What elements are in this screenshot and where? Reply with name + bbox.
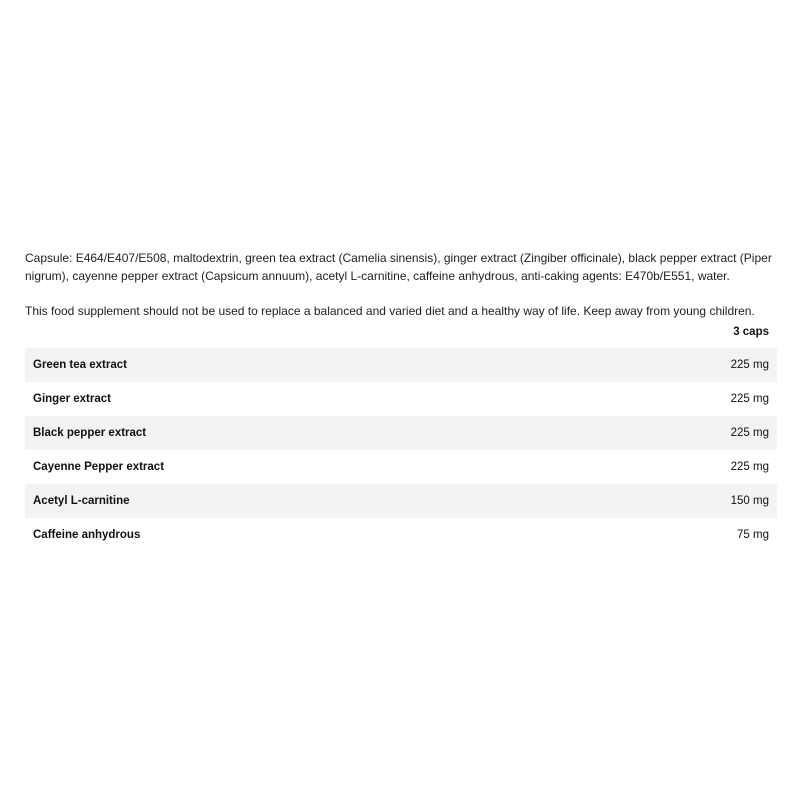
ingredients-paragraph: Capsule: E464/E407/E508, maltodextrin, green tea extract (Camelia sinensis), ginger extract (Zingiber officinale), black pepper extract (Piper nigrum), cayenne pepper extract (Capsicum annuum), acetyl L-carnitine, caffeine anhydrous, anti-caking agents: E470b/E551, water. <box>25 251 772 283</box>
ingredient-name: Black pepper extract <box>25 416 574 450</box>
table-row <box>25 382 777 416</box>
header-amount: 3 caps <box>733 326 769 338</box>
ingredient-amount: 225 mg <box>574 348 777 382</box>
table-row <box>25 348 777 382</box>
ingredient-amount: 150 mg <box>574 484 777 518</box>
ingredient-amount: 225 mg <box>730 461 769 473</box>
ingredient-amount: 75 mg <box>737 529 769 541</box>
ingredient-name: Cayenne Pepper extract <box>33 461 165 473</box>
ingredient-name: Caffeine anhydrous <box>33 529 141 541</box>
warning-paragraph: This food supplement should not be used to replace a balanced and varied diet and a healthy way of life. Keep away from young children. <box>25 304 755 318</box>
table-row <box>25 450 777 484</box>
header-name <box>25 326 574 348</box>
ingredient-name: Green tea extract <box>25 348 574 382</box>
table-header-row <box>25 326 777 348</box>
ingredient-name: Acetyl L-carnitine <box>25 484 574 518</box>
ingredient-amount: 225 mg <box>730 393 769 405</box>
table-row <box>25 518 777 552</box>
ingredient-name: Ginger extract <box>33 393 111 405</box>
table-row <box>25 416 777 450</box>
nutrition-table <box>25 326 777 552</box>
product-info <box>25 249 777 552</box>
table-row <box>25 484 777 518</box>
ingredient-amount: 225 mg <box>574 416 777 450</box>
